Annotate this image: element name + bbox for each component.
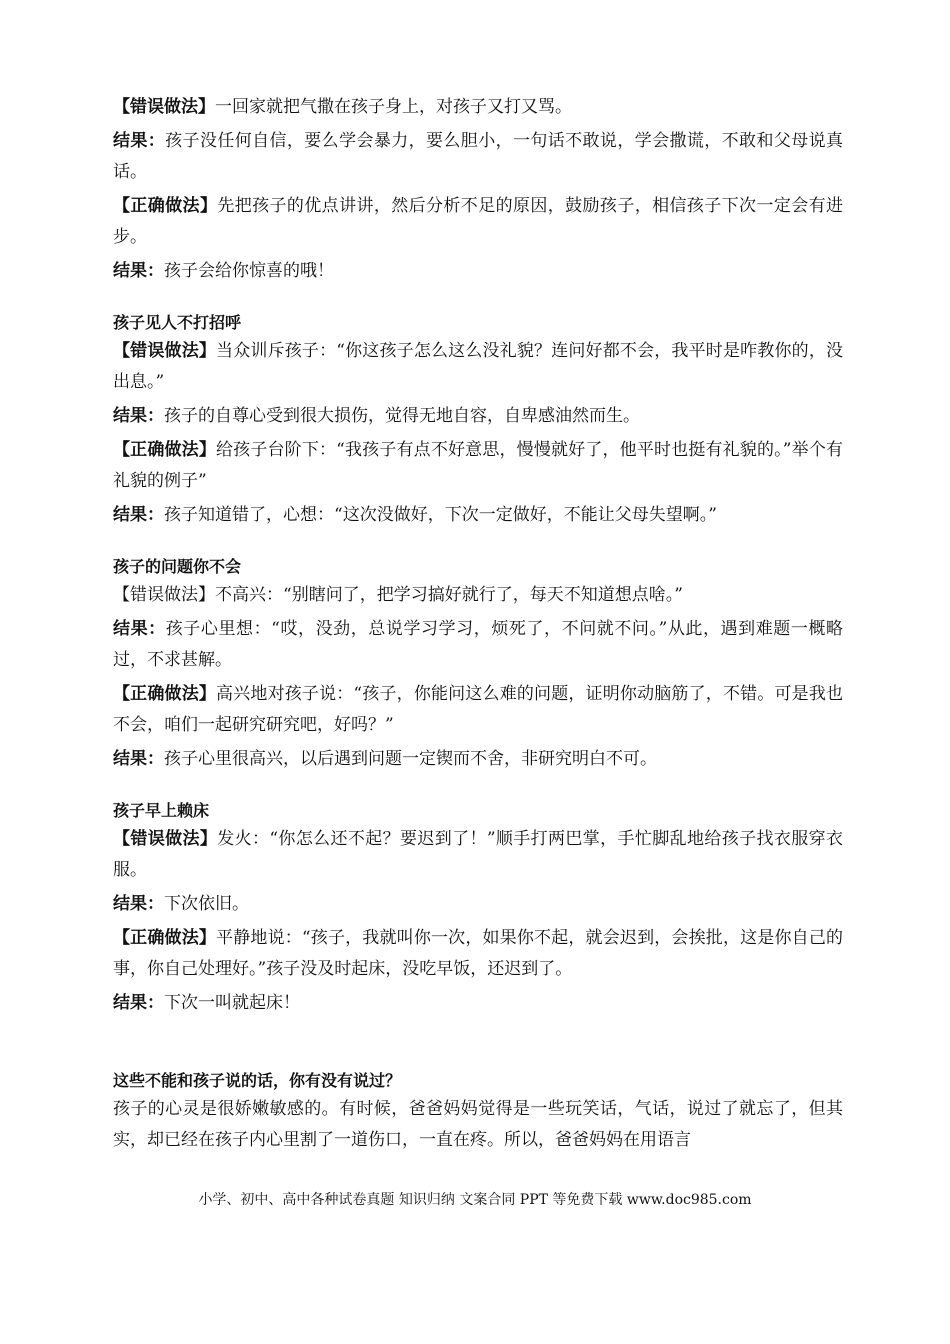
- result-label: 结果：: [113, 749, 164, 769]
- result-paragraph: [113, 988, 843, 1019]
- section-heading: 这些不能和孩子说的话，你有没有说过？: [113, 1071, 402, 1090]
- section-heading: 孩子见人不打招呼: [113, 313, 242, 332]
- right-approach-text: 先把孩子的优点讲讲，然后分析不足的原因，鼓励孩子，相信孩子下次一定会有进步。: [113, 196, 844, 247]
- result-text: 孩子心里很高兴，以后遇到问题一定锲而不舍，非研究明白不可。: [164, 749, 657, 769]
- page-footer: 小学、初中、高中各种试卷真题 知识归纳 文案合同 PPT 等免费下载 www.doc985.com: [198, 1192, 752, 1208]
- right-approach-paragraph: [113, 679, 843, 741]
- result-paragraph: [113, 126, 843, 188]
- result-text: 下次依旧。: [164, 894, 249, 914]
- result-label: 结果：: [113, 131, 166, 151]
- wrong-approach-paragraph: [113, 824, 843, 886]
- result-label: 结果：: [113, 894, 164, 914]
- right-approach-label: 【正确做法】: [113, 928, 217, 948]
- wrong-approach-paragraph: [113, 336, 843, 398]
- result-label: 结果：: [113, 406, 164, 426]
- section-heading: 孩子早上赖床: [113, 801, 210, 820]
- right-approach-paragraph: [113, 191, 843, 253]
- result-paragraph: [113, 256, 843, 287]
- wrong-approach-paragraph: [113, 92, 843, 123]
- wrong-approach-label: 【错误做法】: [113, 341, 217, 361]
- wrong-approach-label: 【错误做法】: [113, 585, 215, 605]
- right-approach-paragraph: [113, 435, 843, 497]
- wrong-approach-paragraph: [113, 580, 843, 611]
- result-paragraph: [113, 889, 843, 920]
- result-text: 孩子心里想：“哎，没劲，总说学习学习，烦死了，不问就不问。”从此，遇到难题一概略过，不求甚解。: [113, 619, 844, 670]
- right-approach-text: 高兴地对孩子说：“孩子，你能问这么难的问题，证明你动脑筋了，不错。可是我也不会，咱们一起研究研究吧，好吗？”: [113, 684, 843, 735]
- result-label: 结果：: [113, 261, 164, 281]
- right-approach-text: 平静地说：“孩子，我就叫你一次，如果你不起，就会迟到，会挨批，这是你自己的事，你自己处理好。”孩子没及时起床，没吃早饭，还迟到了。: [113, 928, 843, 979]
- result-text: 下次一叫就起床！: [164, 993, 300, 1013]
- result-text: 孩子知道错了，心想：“这次没做好，下次一定做好，不能让父母失望啊。”: [164, 505, 717, 525]
- section-heading: 孩子的问题你不会: [113, 557, 242, 576]
- wrong-approach-text: 当众训斥孩子：“你这孩子怎么这么没礼貌？连问好都不会，我平时是咋教你的，没出息。”: [113, 341, 843, 392]
- result-text: 孩子会给你惊喜的哦！: [164, 261, 334, 281]
- result-paragraph: [113, 744, 843, 775]
- right-approach-text: 给孩子台阶下：“我孩子有点不好意思，慢慢就好了，他平时也挺有礼貌的。”举个有礼貌的例子”: [113, 440, 843, 491]
- wrong-approach-label: 【错误做法】: [113, 97, 215, 117]
- result-label: 结果：: [113, 619, 166, 639]
- document-body: [113, 92, 843, 1159]
- right-approach-label: 【正确做法】: [113, 440, 216, 460]
- right-approach-label: 【正确做法】: [113, 684, 217, 704]
- wrong-approach-text: 一回家就把气撒在孩子身上，对孩子又打又骂。: [215, 97, 572, 117]
- result-label: 结果：: [113, 505, 164, 525]
- result-paragraph: [113, 614, 843, 676]
- wrong-approach-text: 发火：“你怎么还不起？要迟到了！”顺手打两巴掌，手忙脚乱地给孩子找衣服穿衣服。: [113, 829, 843, 880]
- body-paragraph: 孩子的心灵是很娇嫩敏感的。有时候，爸爸妈妈觉得是一些玩笑话，气话，说过了就忘了，但其实，却已经在孩子内心里割了一道伤口，一直在疼。所以，爸爸妈妈在用语言: [113, 1099, 843, 1150]
- right-approach-label: 【正确做法】: [113, 196, 218, 216]
- result-paragraph: [113, 500, 843, 531]
- wrong-approach-label: 【错误做法】: [113, 829, 218, 849]
- wrong-approach-text: 不高兴：“别瞎问了，把学习搞好就行了，每天不知道想点啥。”: [215, 585, 683, 605]
- result-text: 孩子的自尊心受到很大损伤，觉得无地自容，自卑感油然而生。: [164, 406, 640, 426]
- right-approach-paragraph: [113, 923, 843, 985]
- result-label: 结果：: [113, 993, 164, 1013]
- result-text: 孩子没任何自信，要么学会暴力，要么胆小，一句话不敢说，学会撒谎，不敢和父母说真话。: [113, 131, 843, 182]
- result-paragraph: [113, 401, 843, 432]
